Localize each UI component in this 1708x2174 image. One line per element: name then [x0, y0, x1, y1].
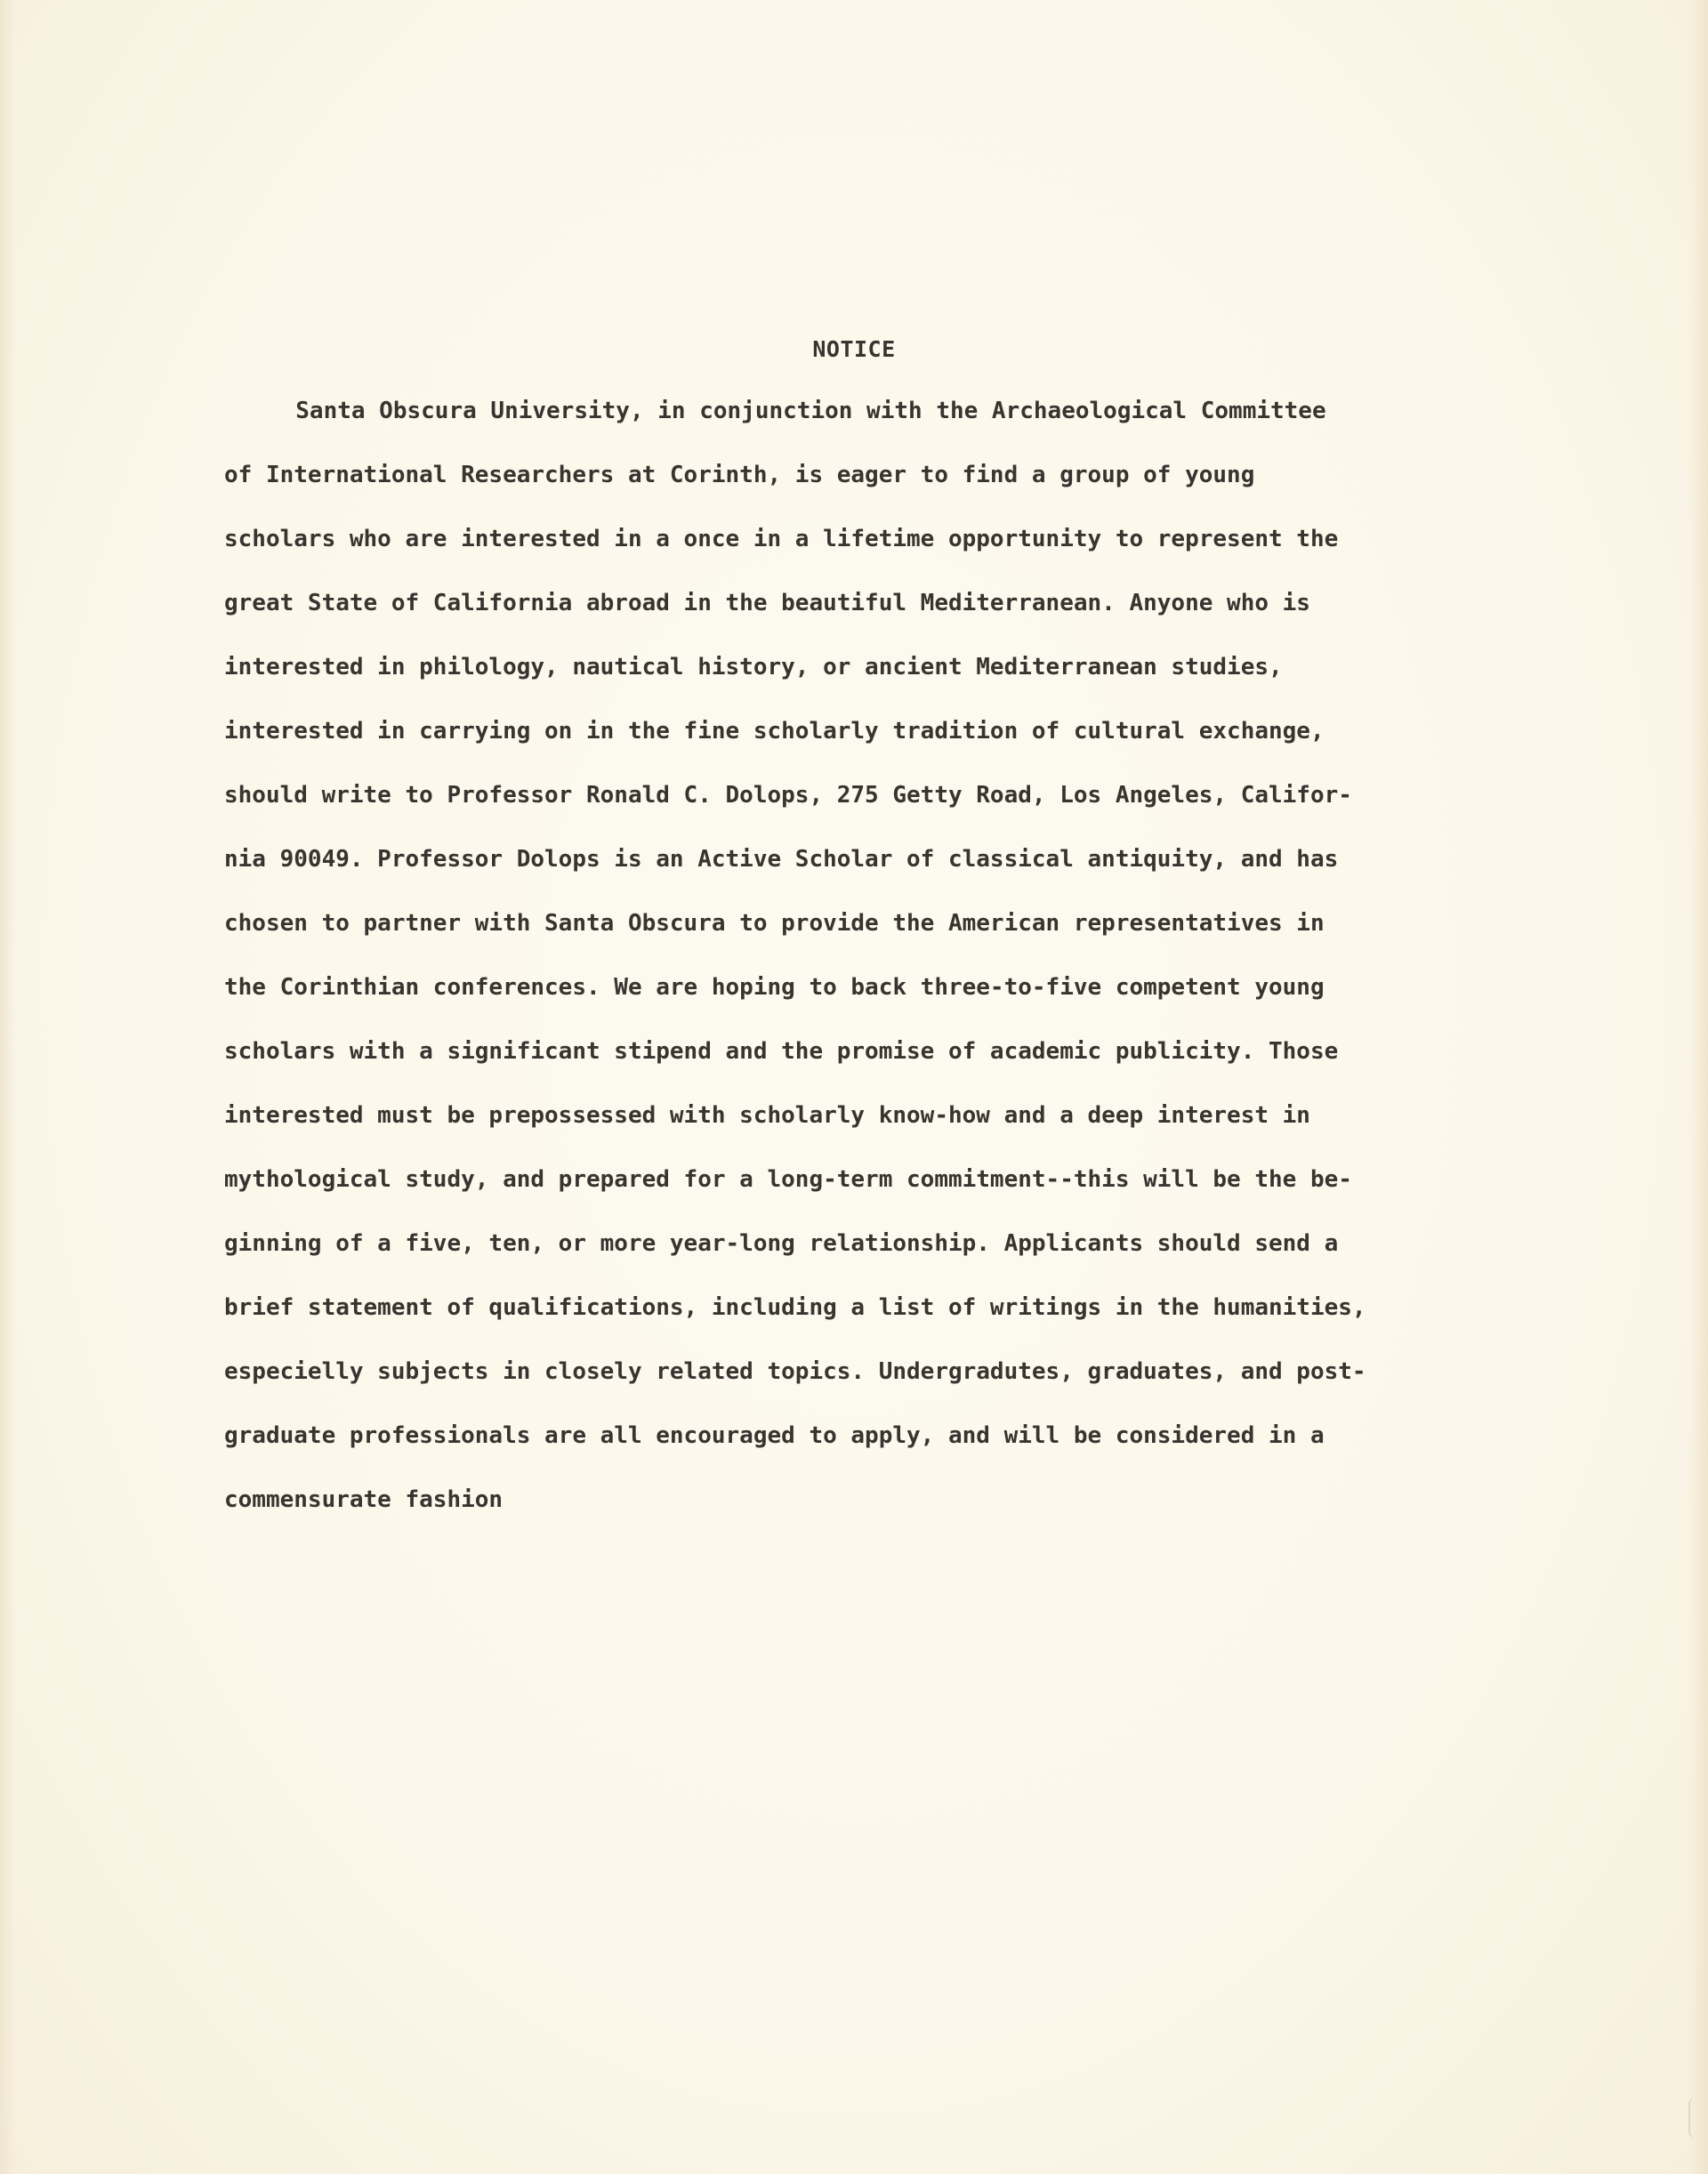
- body-line-12: interested must be prepossessed with scholarly know-how and a deep interest in: [224, 1102, 1310, 1129]
- body-line-11: scholars with a significant stipend and the promise of academic publicity. Those: [224, 1038, 1339, 1065]
- body-line-3: scholars who are interested in a once in a lifetime opportunity to represent the: [224, 526, 1339, 552]
- body-line-10: the Corinthian conferences. We are hoping to back three-to-five competent young: [224, 974, 1325, 1001]
- notice-title: NOTICE: [812, 336, 896, 362]
- body-line-13: mythological study, and prepared for a long-term commitment--this will be the be-: [224, 1166, 1352, 1193]
- paper-crease-mark: [1688, 2098, 1703, 2138]
- body-line-14: ginning of a five, ten, or more year-long relationship. Applicants should send a: [224, 1230, 1339, 1257]
- body-line-1: Santa Obscura University, in conjunction with the Archaeological Committee: [226, 398, 1326, 424]
- body-line-15: brief statement of qualifications, including a list of writings in the humanities,: [224, 1294, 1366, 1321]
- body-line-17: graduate professionals are all encouraged to apply, and will be considered in a: [224, 1422, 1325, 1449]
- body-line-7: should write to Professor Ronald C. Dolops, 275 Getty Road, Los Angeles, Califor-: [224, 782, 1352, 809]
- body-line-6: interested in carrying on in the fine scholarly tradition of cultural exchange,: [224, 718, 1325, 745]
- body-line-18: commensurate fashion: [224, 1486, 504, 1513]
- paper-edge-left: [0, 0, 16, 2174]
- paper-edge-right: [1688, 0, 1708, 2174]
- body-line-2: of International Researchers at Corinth, is eager to find a group of young: [224, 462, 1255, 488]
- body-line-16: especielly subjects in closely related topics. Undergradutes, graduates, and post-: [224, 1358, 1366, 1385]
- body-line-4: great State of California abroad in the beautiful Mediterranean. Anyone who is: [224, 590, 1310, 616]
- body-line-9: chosen to partner with Santa Obscura to provide the American representatives in: [224, 910, 1325, 937]
- body-line-8: nia 90049. Professor Dolops is an Active Scholar of classical antiquity, and has: [224, 846, 1339, 873]
- body-line-5: interested in philology, nautical history, or ancient Mediterranean studies,: [224, 654, 1283, 680]
